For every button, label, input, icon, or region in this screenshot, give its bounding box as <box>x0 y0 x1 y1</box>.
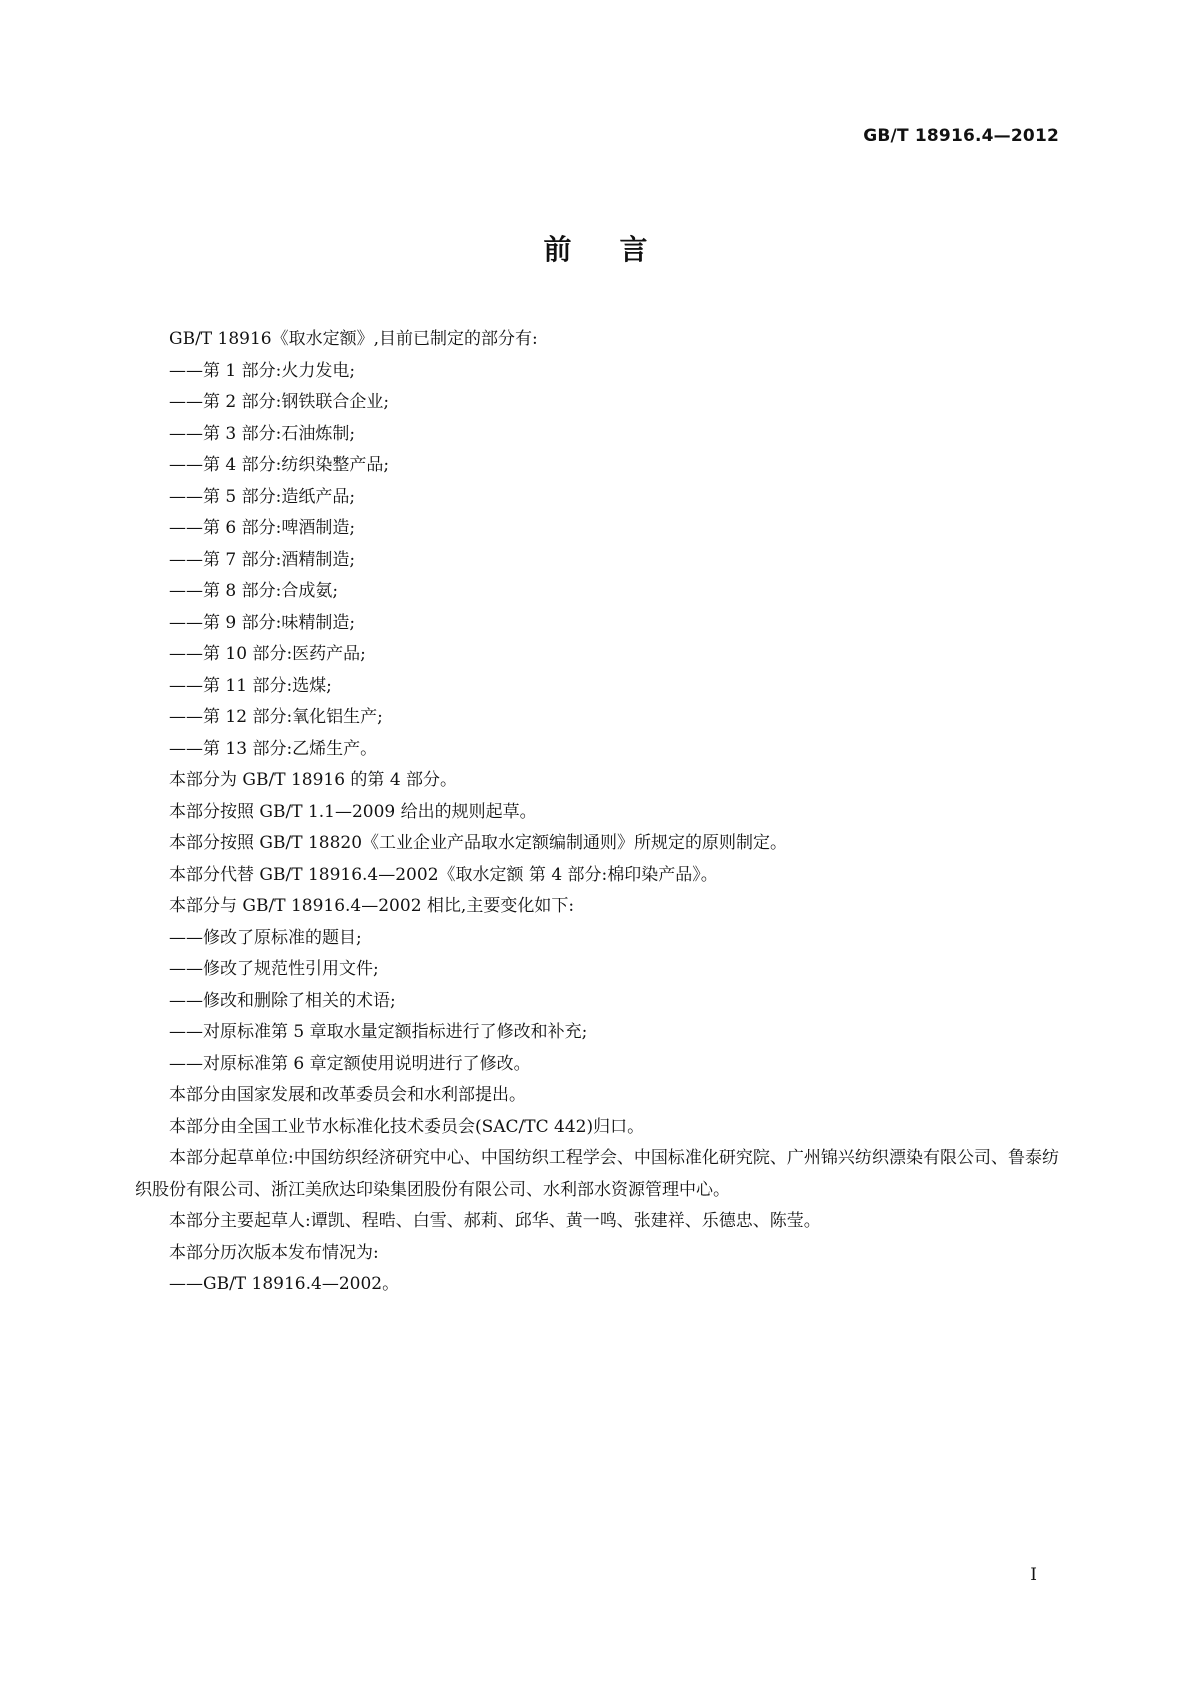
list-item: ——第 7 部分:酒精制造; <box>169 549 356 570</box>
paragraph: 本部分主要起草人:谭凯、程晧、白雪、郝莉、邱华、黄一鸣、张建祥、乐德忠、陈莹。 <box>169 1211 821 1231</box>
list-item: ——第 1 部分:火力发电; <box>169 360 356 381</box>
paragraph: 本部分按照 GB/T 18820《工业企业产品取水定额编制通则》所规定的原则制定。 <box>169 833 788 853</box>
list-item: ——第 2 部分:钢铁联合企业; <box>169 392 390 412</box>
foreword-body <box>135 324 1059 1301</box>
list-item: ——对原标准第 6 章定额使用说明进行了修改。 <box>169 1053 531 1074</box>
list-item: ——第 8 部分:合成氨; <box>169 581 339 601</box>
list-item: ——第 12 部分:氧化铝生产; <box>169 707 383 727</box>
list-item: ——修改和删除了相关的术语; <box>169 990 396 1011</box>
list-item: ——第 3 部分:石油炼制; <box>169 423 356 444</box>
paragraph: 本部分由国家发展和改革委员会和水利部提出。 <box>169 1085 526 1105</box>
paragraph: 本部分代替 GB/T 18916.4—2002《取水定额 第 4 部分:棉印染产品》。 <box>169 864 718 885</box>
list-item: ——对原标准第 5 章取水量定额指标进行了修改和补充; <box>169 1022 588 1042</box>
page-title: 前言 <box>543 233 696 266</box>
list-item: ——GB/T 18916.4—2002。 <box>169 1274 400 1294</box>
list-item: ——第 4 部分:纺织染整产品; <box>169 455 390 475</box>
list-item: ——第 10 部分:医药产品; <box>169 644 366 664</box>
page-number: I <box>1030 1565 1037 1585</box>
list-item: ——第 9 部分:味精制造; <box>169 612 356 633</box>
paragraph: 本部分历次版本发布情况为: <box>169 1242 379 1263</box>
paragraph: 本部分与 GB/T 18916.4—2002 相比,主要变化如下: <box>169 896 575 916</box>
standard-code: GB/T 18916.4—2012 <box>863 126 1059 146</box>
paragraph: 本部分由全国工业节水标准化技术委员会(SAC/TC 442)归口。 <box>169 1116 645 1137</box>
paragraph: GB/T 18916《取水定额》,目前已制定的部分有: <box>169 329 538 349</box>
list-item: ——修改了规范性引用文件; <box>169 959 379 979</box>
paragraph: 本部分为 GB/T 18916 的第 4 部分。 <box>169 770 458 790</box>
list-item: ——修改了原标准的题目; <box>169 927 362 948</box>
paragraph: 本部分起草单位:中国纺织经济研究中心、中国纺织工程学会、中国标准化研究院、广州锦兴纺织漂染有限公司、鲁泰纺织股份有限公司、浙江美欣达印染集团股份有限公司、水利部水资源管理中心。 <box>135 1148 1059 1200</box>
list-item: ——第 6 部分:啤酒制造; <box>169 518 356 538</box>
list-item: ——第 5 部分:造纸产品; <box>169 486 356 507</box>
list-item: ——第 13 部分:乙烯生产。 <box>169 738 378 759</box>
paragraph: 本部分按照 GB/T 1.1—2009 给出的规则起草。 <box>169 801 537 822</box>
list-item: ——第 11 部分:选煤; <box>169 675 332 696</box>
